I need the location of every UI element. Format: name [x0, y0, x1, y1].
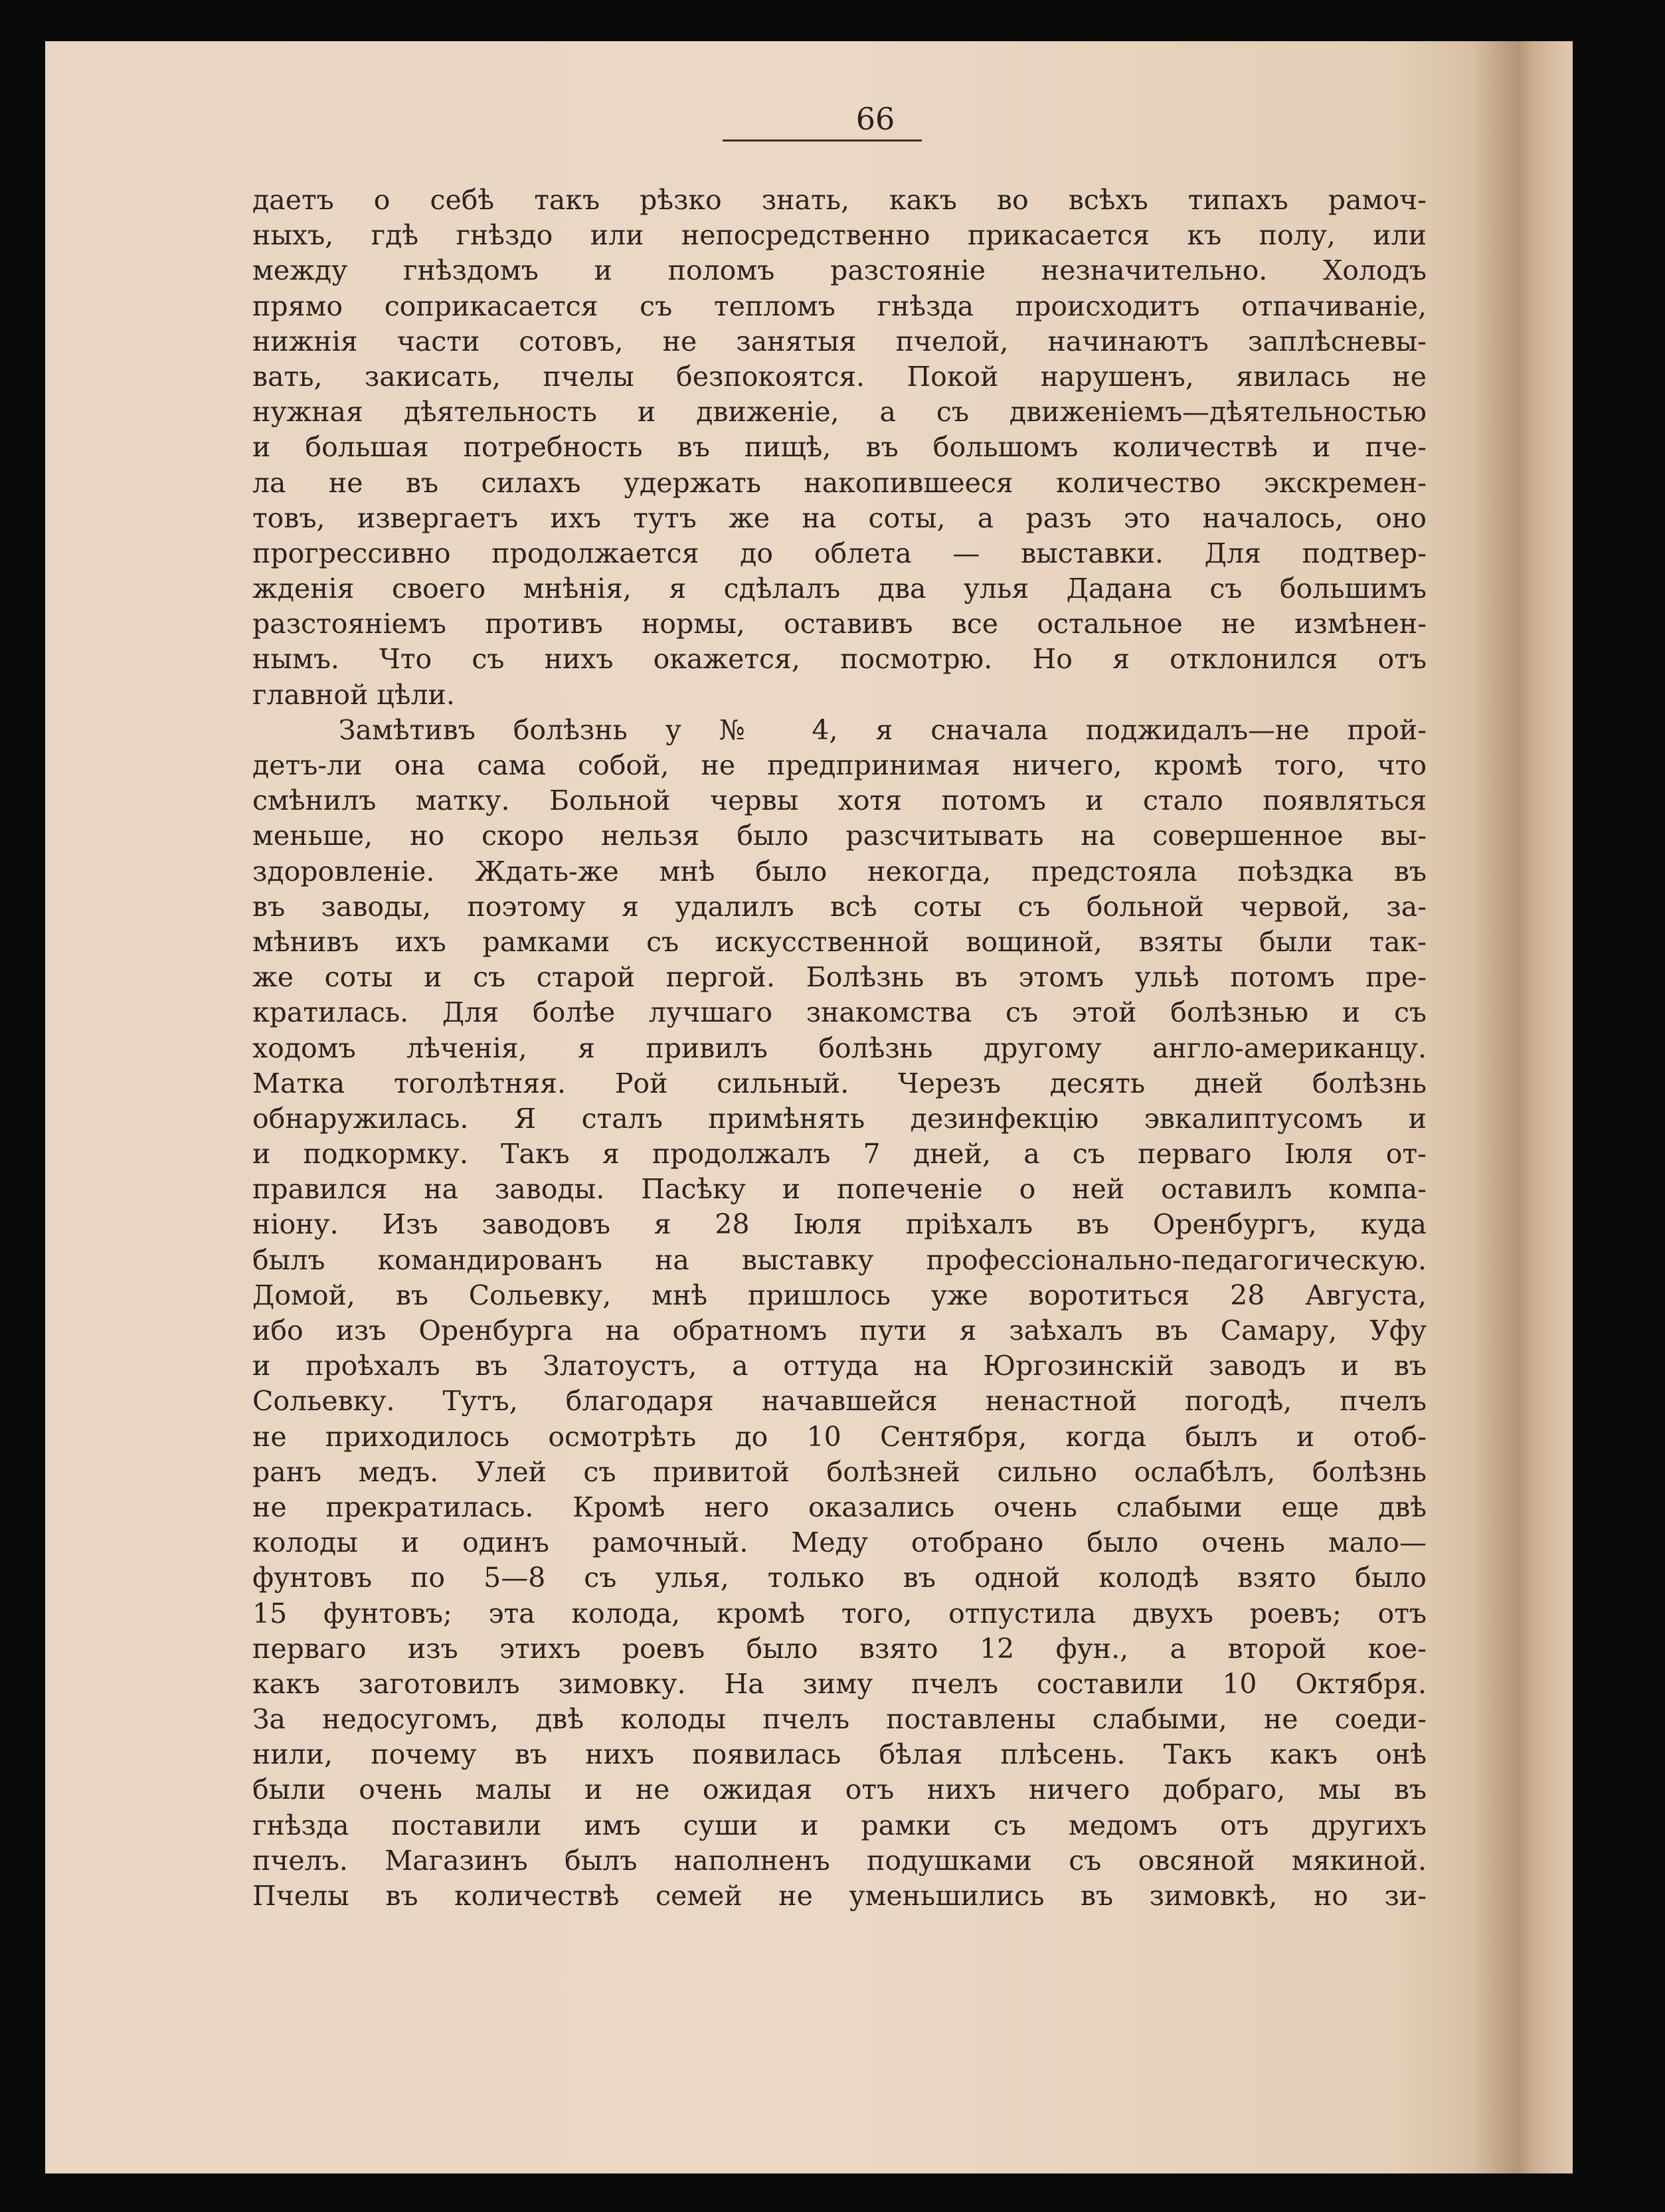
- text-line: правился на заводы. Пасѣку и попеченіе о ней оставилъ компа-: [252, 1173, 1427, 1206]
- text-line: и проѣхалъ въ Златоустъ, а оттуда на Юргозинскій заводъ и въ: [252, 1350, 1427, 1382]
- text-line: нили, почему въ нихъ появилась бѣлая плѣсень. Такъ какъ онѣ: [252, 1738, 1427, 1771]
- text-line: нижнія части сотовъ, не занятыя пчелой, начинаютъ заплѣсневы-: [252, 325, 1427, 357]
- page-number: 66: [855, 101, 895, 137]
- text-line: смѣнилъ матку. Больной червы хотя потомъ и стало появляться: [252, 784, 1427, 817]
- text-line: былъ командированъ на выставку профессіонально-педагогическую.: [252, 1244, 1427, 1276]
- text-line: между гнѣздомъ и поломъ разстояніе незначительно. Холодъ: [252, 254, 1427, 287]
- text-line: въ заводы, поэтому я удалилъ всѣ соты съ больной червой, за-: [252, 890, 1427, 923]
- text-line: нужная дѣятельность и движеніе, а съ движеніемъ—дѣятельностью: [252, 396, 1427, 428]
- text-line: здоровленіе. Ждать-же мнѣ было некогда, предстояла поѣздка въ: [252, 855, 1427, 887]
- text-line: и подкормку. Такъ я продолжалъ 7 дней, а съ перваго Іюля от-: [252, 1138, 1427, 1170]
- text-line: Сольевку. Тутъ, благодаря начавшейся ненастной погодѣ, пчелъ: [252, 1385, 1427, 1418]
- text-line: перваго изъ этихъ роевъ было взято 12 фун., а второй кое-: [252, 1632, 1427, 1665]
- text-line: ходомъ лѣченія, я привилъ болѣзнь другому англо-американцу.: [252, 1032, 1427, 1064]
- text-line: разстояніемъ противъ нормы, оставивъ все остальное не измѣнен-: [252, 608, 1427, 640]
- text-line: колоды и одинъ рамочный. Меду отобрано было очень мало—: [252, 1526, 1427, 1559]
- body-text: [252, 183, 1427, 1914]
- text-line: фунтовъ по 5—8 съ улья, только въ одной колодѣ взято было: [252, 1562, 1427, 1594]
- page-gutter-shadow: [1473, 41, 1573, 2173]
- text-line: пчелъ. Магазинъ былъ наполненъ подушками съ овсяной мякиной.: [252, 1844, 1427, 1877]
- text-line: были очень малы и не ожидая отъ нихъ ничего добраго, мы въ: [252, 1774, 1427, 1806]
- text-line: Пчелы въ количествѣ семей не уменьшились въ зимовкѣ, но зи-: [252, 1880, 1427, 1912]
- text-line: гнѣзда поставили имъ суши и рамки съ медомъ отъ другихъ: [252, 1809, 1427, 1841]
- text-line: и большая потребность въ пищѣ, въ большомъ количествѣ и пче-: [252, 431, 1427, 464]
- text-line: не прекратилась. Кромѣ него оказались очень слабыми еще двѣ: [252, 1491, 1427, 1523]
- text-line: кратилась. Для болѣе лучшаго знакомства съ этой болѣзнью и съ: [252, 996, 1427, 1029]
- header-rule: [723, 139, 922, 141]
- text-line: За недосугомъ, двѣ колоды пчелъ поставлены слабыми, не соеди-: [252, 1703, 1427, 1736]
- text-line: мѣнивъ ихъ рамками съ искусственной вощиной, взяты были так-: [252, 925, 1427, 958]
- text-line: прямо соприкасается съ тепломъ гнѣзда происходитъ отпачиваніе,: [252, 290, 1427, 322]
- text-line: обнаружилась. Я сталъ примѣнять дезинфекцію эвкалиптусомъ и: [252, 1102, 1427, 1135]
- text-line: же соты и съ старой пергой. Болѣзнь въ этомъ ульѣ потомъ пре-: [252, 961, 1427, 994]
- text-line: даетъ о себѣ такъ рѣзко знать, какъ во всѣхъ типахъ рамоч-: [252, 184, 1427, 216]
- text-line: ранъ медъ. Улей съ привитой болѣзней сильно ослабѣлъ, болѣзнь: [252, 1455, 1427, 1488]
- text-line: ибо изъ Оренбурга на обратномъ пути я заѣхалъ въ Самару, Уфу: [252, 1315, 1427, 1346]
- text-line: Матка тоголѣтняя. Рой сильный. Черезъ десять дней болѣзнь: [252, 1067, 1427, 1099]
- text-line: ніону. Изъ заводовъ я 28 Іюля пріѣхалъ въ Оренбургъ, куда: [252, 1208, 1427, 1241]
- text-line: детъ-ли она сама собой, не предпринимая ничего, кромѣ того, что: [252, 749, 1427, 781]
- book-page: [45, 41, 1573, 2173]
- text-line: ныхъ, гдѣ гнѣздо или непосредственно прикасается къ полу, или: [252, 219, 1427, 252]
- text-line: Замѣтивъ болѣзнь у № 4, я сначала поджидалъ—не прой-: [339, 713, 1427, 746]
- text-line: не приходилось осмотрѣть до 10 Сентября, когда былъ и отоб-: [252, 1420, 1427, 1453]
- text-line: какъ заготовилъ зимовку. На зиму пчелъ составили 10 Октября.: [252, 1667, 1427, 1700]
- text-line: ла не въ силахъ удержать накопившееся количество экскремен-: [252, 466, 1427, 499]
- text-line: вать, закисать, пчелы безпокоятся. Покой нарушенъ, явилась не: [252, 360, 1427, 393]
- text-line: главной цѣли.: [252, 678, 455, 711]
- text-line: меньше, но скоро нельзя было разсчитывать на совершенное вы-: [252, 820, 1427, 852]
- text-line: жденія своего мнѣнія, я сдѣлалъ два улья Дадана съ большимъ: [252, 573, 1427, 605]
- text-line: товъ, извергаетъ ихъ тутъ же на соты, а разъ это началось, оно: [252, 502, 1427, 534]
- text-line: 15 фунтовъ; эта колода, кромѣ того, отпустила двухъ роевъ; отъ: [252, 1597, 1427, 1629]
- text-line: прогрессивно продолжается до облета — выставки. Для подтвер-: [252, 537, 1427, 569]
- text-line: Домой, въ Сольевку, мнѣ пришлось уже воротиться 28 Августа,: [252, 1279, 1427, 1311]
- text-line: нымъ. Что съ нихъ окажется, посмотрю. Но я отклонился отъ: [252, 643, 1427, 676]
